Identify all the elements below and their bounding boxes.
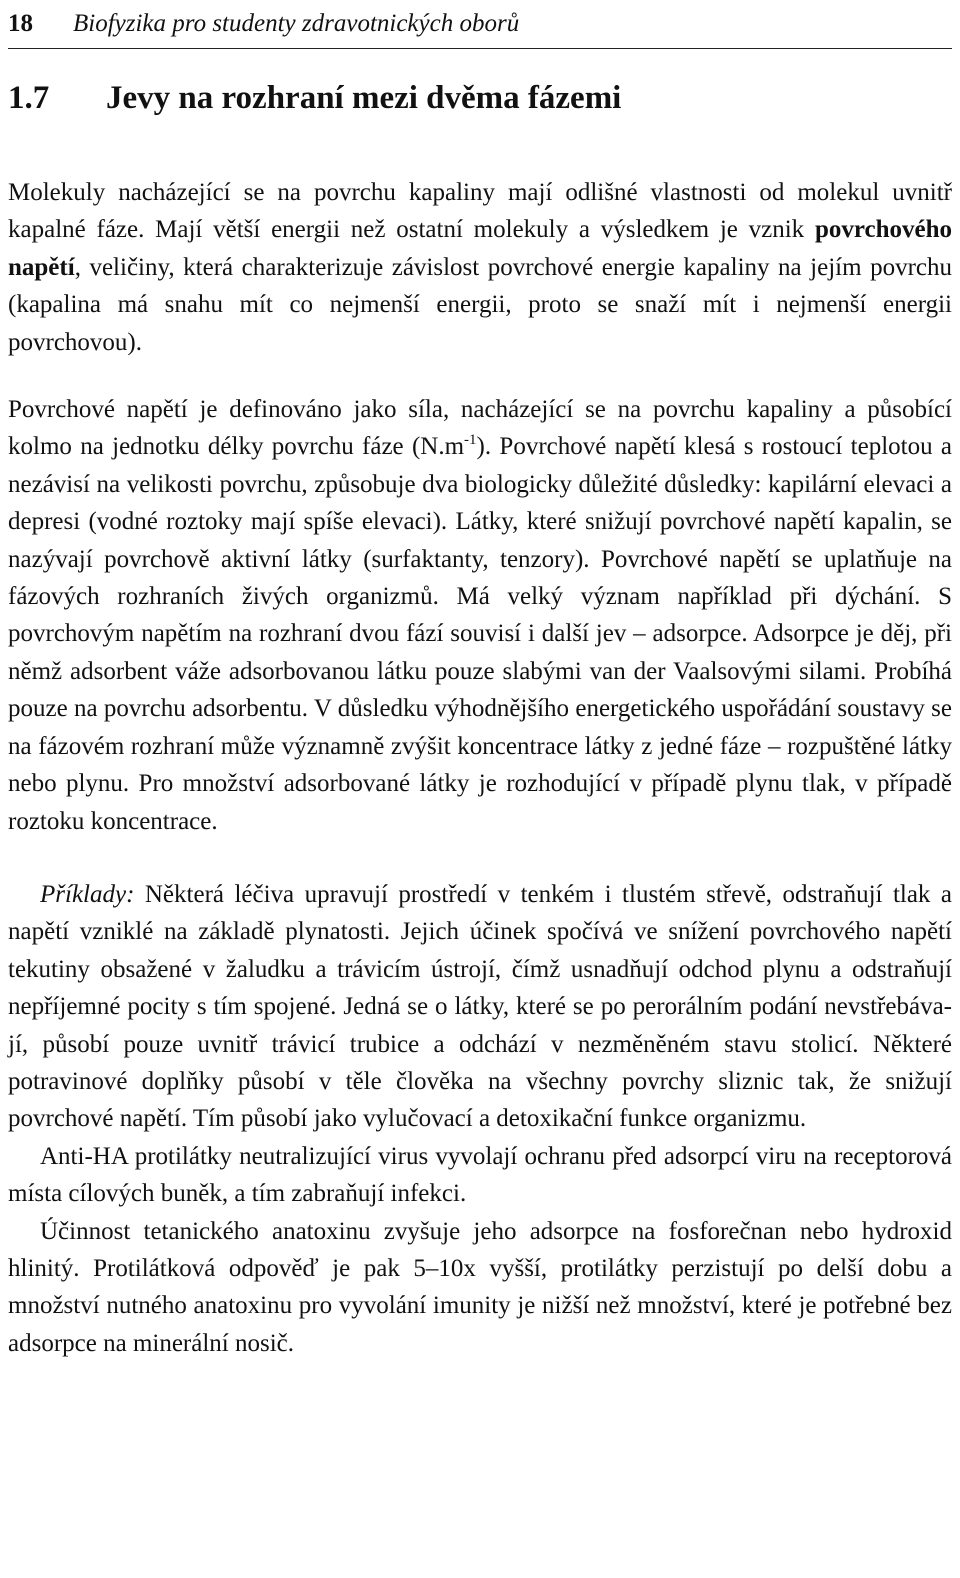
body-text — [8, 174, 952, 1362]
bold-term: povrchového napětí — [8, 216, 952, 281]
text-run: Molekuly nacházející se na povrchu kapaliny mají odlišné vlastnosti od molekul uvnitř kapalné fáze. Mají větší energii než ostatní molekuly a výsledkem je vznik — [8, 179, 952, 244]
text-run: Povrchové napětí je definováno jako síla, nacházející se na povrchu kapaliny a působící kolmo na jednotku délky povrchu fáze (N.m — [8, 396, 952, 461]
paragraph-surface-tension-definition — [8, 391, 952, 840]
text-run: ). Povrchové napětí klesá s rostoucí teplotou a nezávisí na velikosti povrchu, způsobuje dva biologicky důležité důsledky: kapilární elevaci a depresi (vodné roztoky mají spíše elevaci). Látky, které snižují povrchové napětí kapalin, se nazývají povrchově aktivní látky (surfaktanty, tenzory). Povrchové napětí se uplatňuje na fázových rozhraních živých organizmů. Má velký význam například při dýchání. S povrchovým napětím na rozhraní dvou fází souvisí i další jev – adsorpce. Adsorpce je děj, při němž adsorbent váže adsorbovanou látku pouze slabými van der Vaalsovými silami. Probíhá pouze na povrchu adsorbentu. V důsledku výhodnějšího energetického uspořádání soustavy se na fázovém rozhraní může významně zvýšit koncentrace látky z jedné fáze – rozpuštěné látky nebo plynu. Pro množství adsorbované látky je rozhodující v případě plynu tlak, v případě roztoku koncentrace. — [8, 433, 952, 835]
section-heading — [8, 80, 952, 117]
paragraph-examples — [8, 876, 952, 1138]
section-title: Jevy na rozhraní mezi dvěma fázemi — [106, 80, 622, 116]
paragraph-tetanus-anatoxin: Účinnost tetanického anatoxinu zvyšuje jeho adsorpce na fosforečnan nebo hydroxid hlinitý. Protilátková odpověď je pak 5–10x vyšší, protilátky perzistují po delší dobu a množství nutného anatoxinu pro vyvolání imunity je nižší než množství, které je potřebné bez adsorpce na minerální nosič. — [8, 1217, 952, 1357]
text-run: Některá léčiva upravují prostředí v tenkém i tlustém střevě, odstraňují tlak a napětí vzniklé na základě plynatosti. Jejich účinek spočívá ve snížení povrchového napětí tekutiny obsažené v žaludku a trávicím ústrojí, čímž usnadňují odchod plynu a odstraňují nepříjemné pocity s tím spojené. Jedná se o látky, které se po perorálním podání nevstřebávají, působí pouze uvnitř trávicí trubice a odchází v nezměněném stavu stolicí. Některé potravinové doplňky působí v těle člověka na všechny povrchy sliznic tak, že snižují povrchové napětí. Tím působí jako vylučovací a detoxikační funkce organizmu. — [8, 880, 952, 1133]
section-number: 1.7 — [8, 80, 50, 116]
examples-label: Příklady: — [40, 880, 135, 908]
text-run: , veličiny, která charakterizuje závislost povrchové energie kapaliny na jejím povrchu (kapalina má snahu mít co nejmenší energii, proto se snaží mít i nejmenší energii povrchovou). — [8, 253, 952, 356]
running-title: Biofyzika pro studenty zdravotnických oborů — [73, 10, 520, 37]
paragraph-surface-tension-intro — [8, 174, 952, 361]
superscript: -1 — [464, 432, 477, 449]
paragraph-anti-ha: Anti-HA protilátky neutralizující virus vyvolají ochranu před adsorpcí viru na receptorová místa cílových buněk, a tím zabraňují infekci. — [8, 1142, 952, 1208]
page-number: 18 — [8, 10, 33, 37]
running-header — [8, 0, 952, 49]
